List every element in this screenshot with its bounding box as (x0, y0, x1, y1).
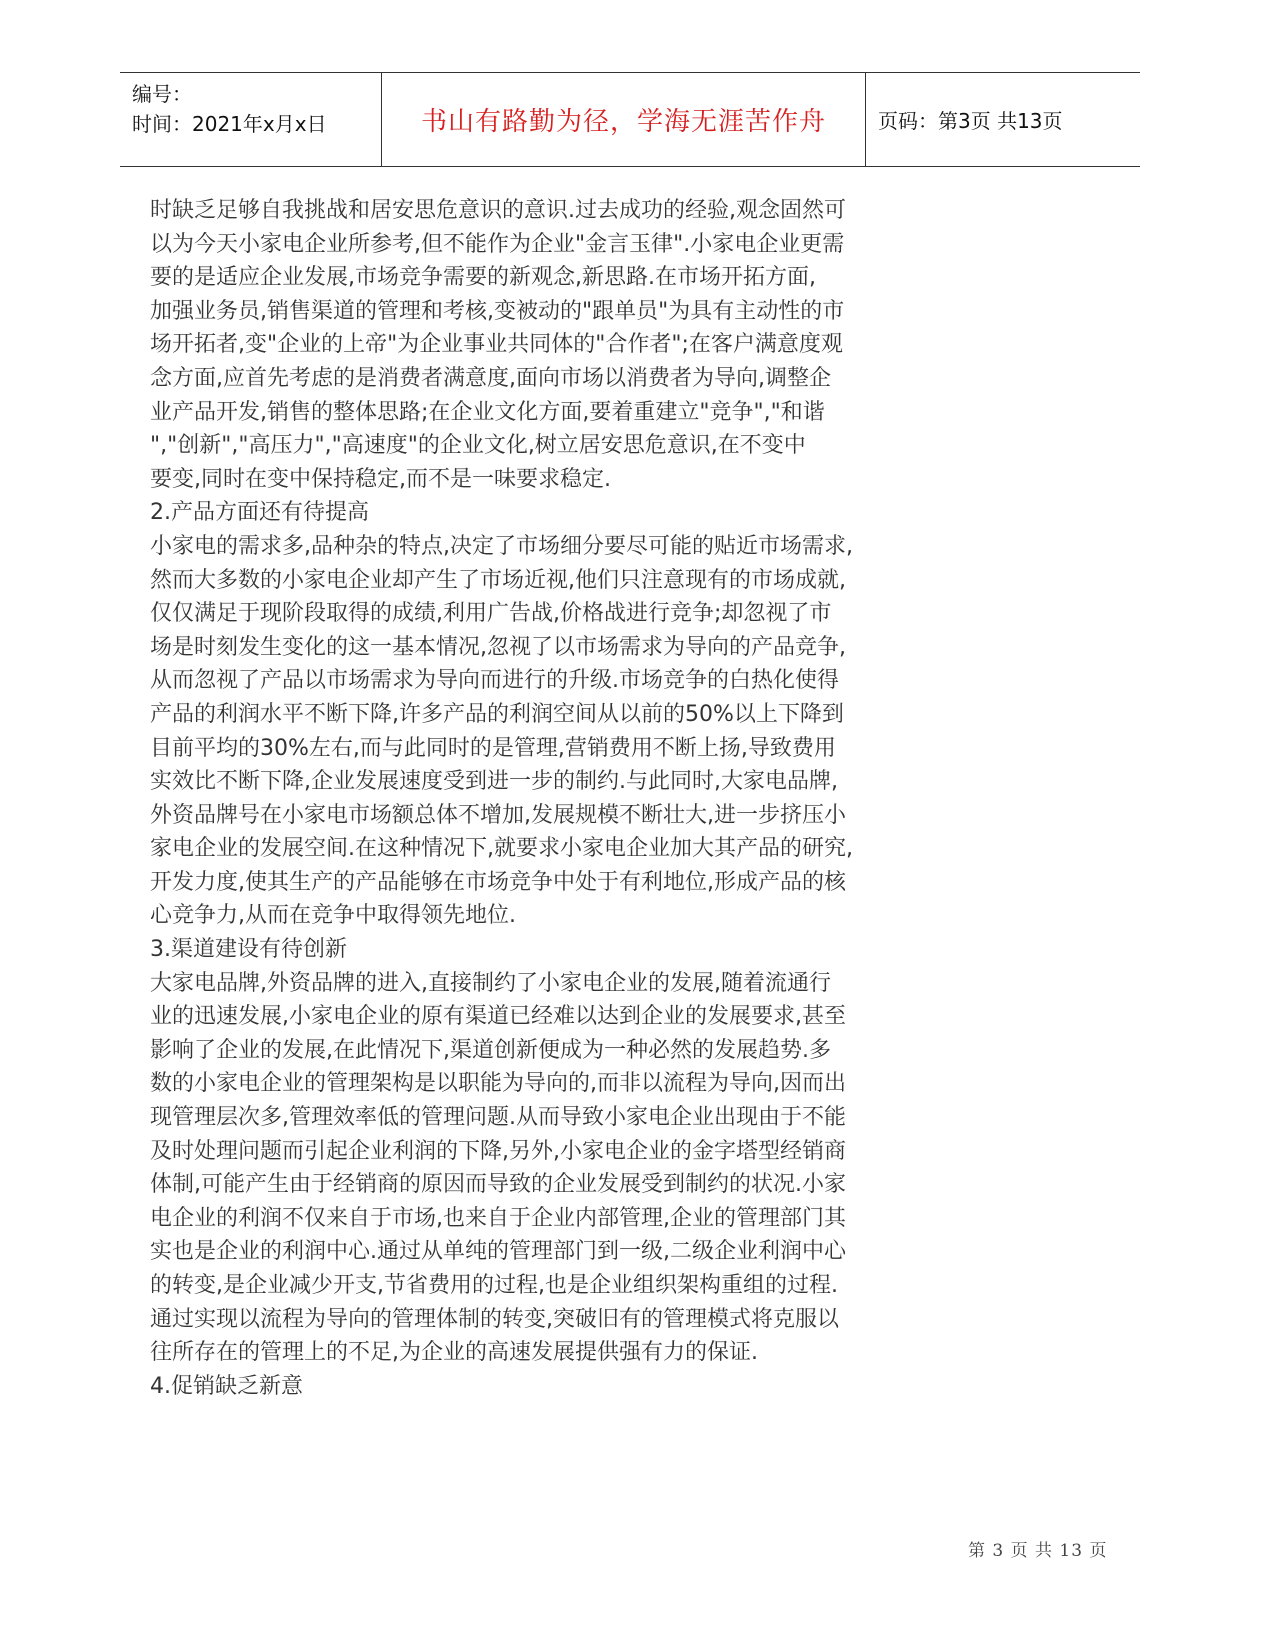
text-line: 小家电的需求多,品种杂的特点,决定了市场细分要尽可能的贴近市场需求, (150, 533, 853, 559)
text-line: 4.促销缺乏新意 (150, 1373, 303, 1399)
text-line: 要变,同时在变中保持稳定,而不是一味要求稳定. (150, 466, 611, 492)
text-line: 时缺乏足够自我挑战和居安思危意识的意识.过去成功的经验,观念固然可 (150, 198, 846, 223)
text-line: 电企业的利润不仅来自于市场,也来自于企业内部管理,企业的管理部门其 (150, 1205, 846, 1231)
text-line: 数的小家电企业的管理架构是以职能为导向的,而非以流程为导向,因而出 (150, 1071, 846, 1097)
text-line: 影响了企业的发展,在此情况下,渠道创新便成为一种必然的发展趋势.多 (150, 1037, 831, 1063)
text-line: 念方面,应首先考虑的是消费者满意度,面向市场以消费者为导向,调整企 (150, 365, 831, 391)
text-line: 实也是企业的利润中心.通过从单纯的管理部门到一级,二级企业利润中心 (150, 1239, 846, 1265)
header-page-cell (866, 73, 1140, 166)
text-line: 然而大多数的小家电企业却产生了市场近视,他们只注意现有的市场成就, (150, 567, 846, 593)
text-line: 开发力度,使其生产的产品能够在市场竞争中处于有利地位,形成产品的核 (150, 869, 846, 895)
text-line: 从而忽视了产品以市场需求为导向而进行的升级.市场竞争的白热化使得 (150, 668, 839, 694)
page-footer: 第 3 页 共 13 页 (968, 1541, 1108, 1561)
text-line: 产品的利润水平不断下降,许多产品的利润空间从以前的50%以上下降到 (150, 701, 844, 727)
text-line: 及时处理问题而引起企业利润的下降,另外,小家电企业的金字塔型经销商 (150, 1138, 846, 1164)
text-line: 家电企业的发展空间.在这种情况下,就要求小家电企业加大其产品的研究, (150, 836, 853, 862)
text-line: 业产品开发,销售的整体思路;在企业文化方面,要着重建立"竞争","和谐 (150, 399, 825, 425)
text-line: 以为今天小家电企业所参考,但不能作为企业"金言玉律".小家电企业更需 (150, 231, 845, 257)
text-line: 目前平均的30%左右,而与此同时的是管理,营销费用不断上扬,导致费用 (150, 735, 836, 761)
text-line: 通过实现以流程为导向的管理体制的转变,突破旧有的管理模式将克服以 (150, 1306, 839, 1332)
header-meta-cell (120, 73, 382, 166)
text-line: 心竞争力,从而在竞争中取得领先地位. (150, 903, 516, 929)
text-line: 现管理层次多,管理效率低的管理问题.从而导致小家电企业出现由于不能 (150, 1105, 846, 1131)
document-number-label: 编号： (132, 82, 192, 106)
text-line: 的转变,是企业减少开支,节省费用的过程,也是企业组织架构重组的过程. (150, 1273, 838, 1298)
header-motto: 书山有路勤为径，学海无涯苦作舟 (420, 107, 826, 137)
text-line: 仅仅满足于现阶段取得的成绩,利用广告战,价格战进行竞争;却忽视了市 (150, 601, 832, 627)
text-line: ","创新","高压力","高速度"的企业文化,树立居安思危意识,在不变中 (150, 433, 806, 459)
text-line: 2.产品方面还有待提高 (150, 500, 369, 526)
text-line: 加强业务员,销售渠道的管理和考核,变被动的"跟单员"为具有主动性的市 (150, 298, 845, 324)
text-line: 3.渠道建设有待创新 (150, 937, 347, 963)
text-line: 体制,可能产生由于经销商的原因而导致的企业发展受到制约的状况.小家 (150, 1172, 846, 1198)
text-line: 场是时刻发生变化的这一基本情况,忽视了以市场需求为导向的产品竞争, (150, 634, 846, 660)
document-header (120, 72, 1140, 167)
document-date: 时间：2021年x月x日 (132, 112, 327, 136)
text-line: 业的迅速发展,小家电企业的原有渠道已经难以达到企业的发展要求,甚至 (150, 1004, 846, 1030)
text-line: 场开拓者,变"企业的上帝"为企业事业共同体的"合作者";在客户满意度观 (150, 332, 843, 358)
text-line: 实效比不断下降,企业发展速度受到进一步的制约.与此同时,大家电品牌, (150, 769, 838, 795)
header-page-code: 页码：第3页 共13页 (878, 109, 1063, 133)
text-line: 大家电品牌,外资品牌的进入,直接制约了小家电企业的发展,随着流通行 (150, 970, 831, 996)
header-motto-cell (382, 73, 866, 166)
text-line: 外资品牌号在小家电市场额总体不增加,发展规模不断壮大,进一步挤压小 (150, 802, 846, 828)
body-text (150, 194, 970, 1403)
text-line: 要的是适应企业发展,市场竞争需要的新观念,新思路.在市场开拓方面, (150, 265, 816, 291)
text-line: 往所存在的管理上的不足,为企业的高速发展提供强有力的保证. (150, 1340, 758, 1366)
